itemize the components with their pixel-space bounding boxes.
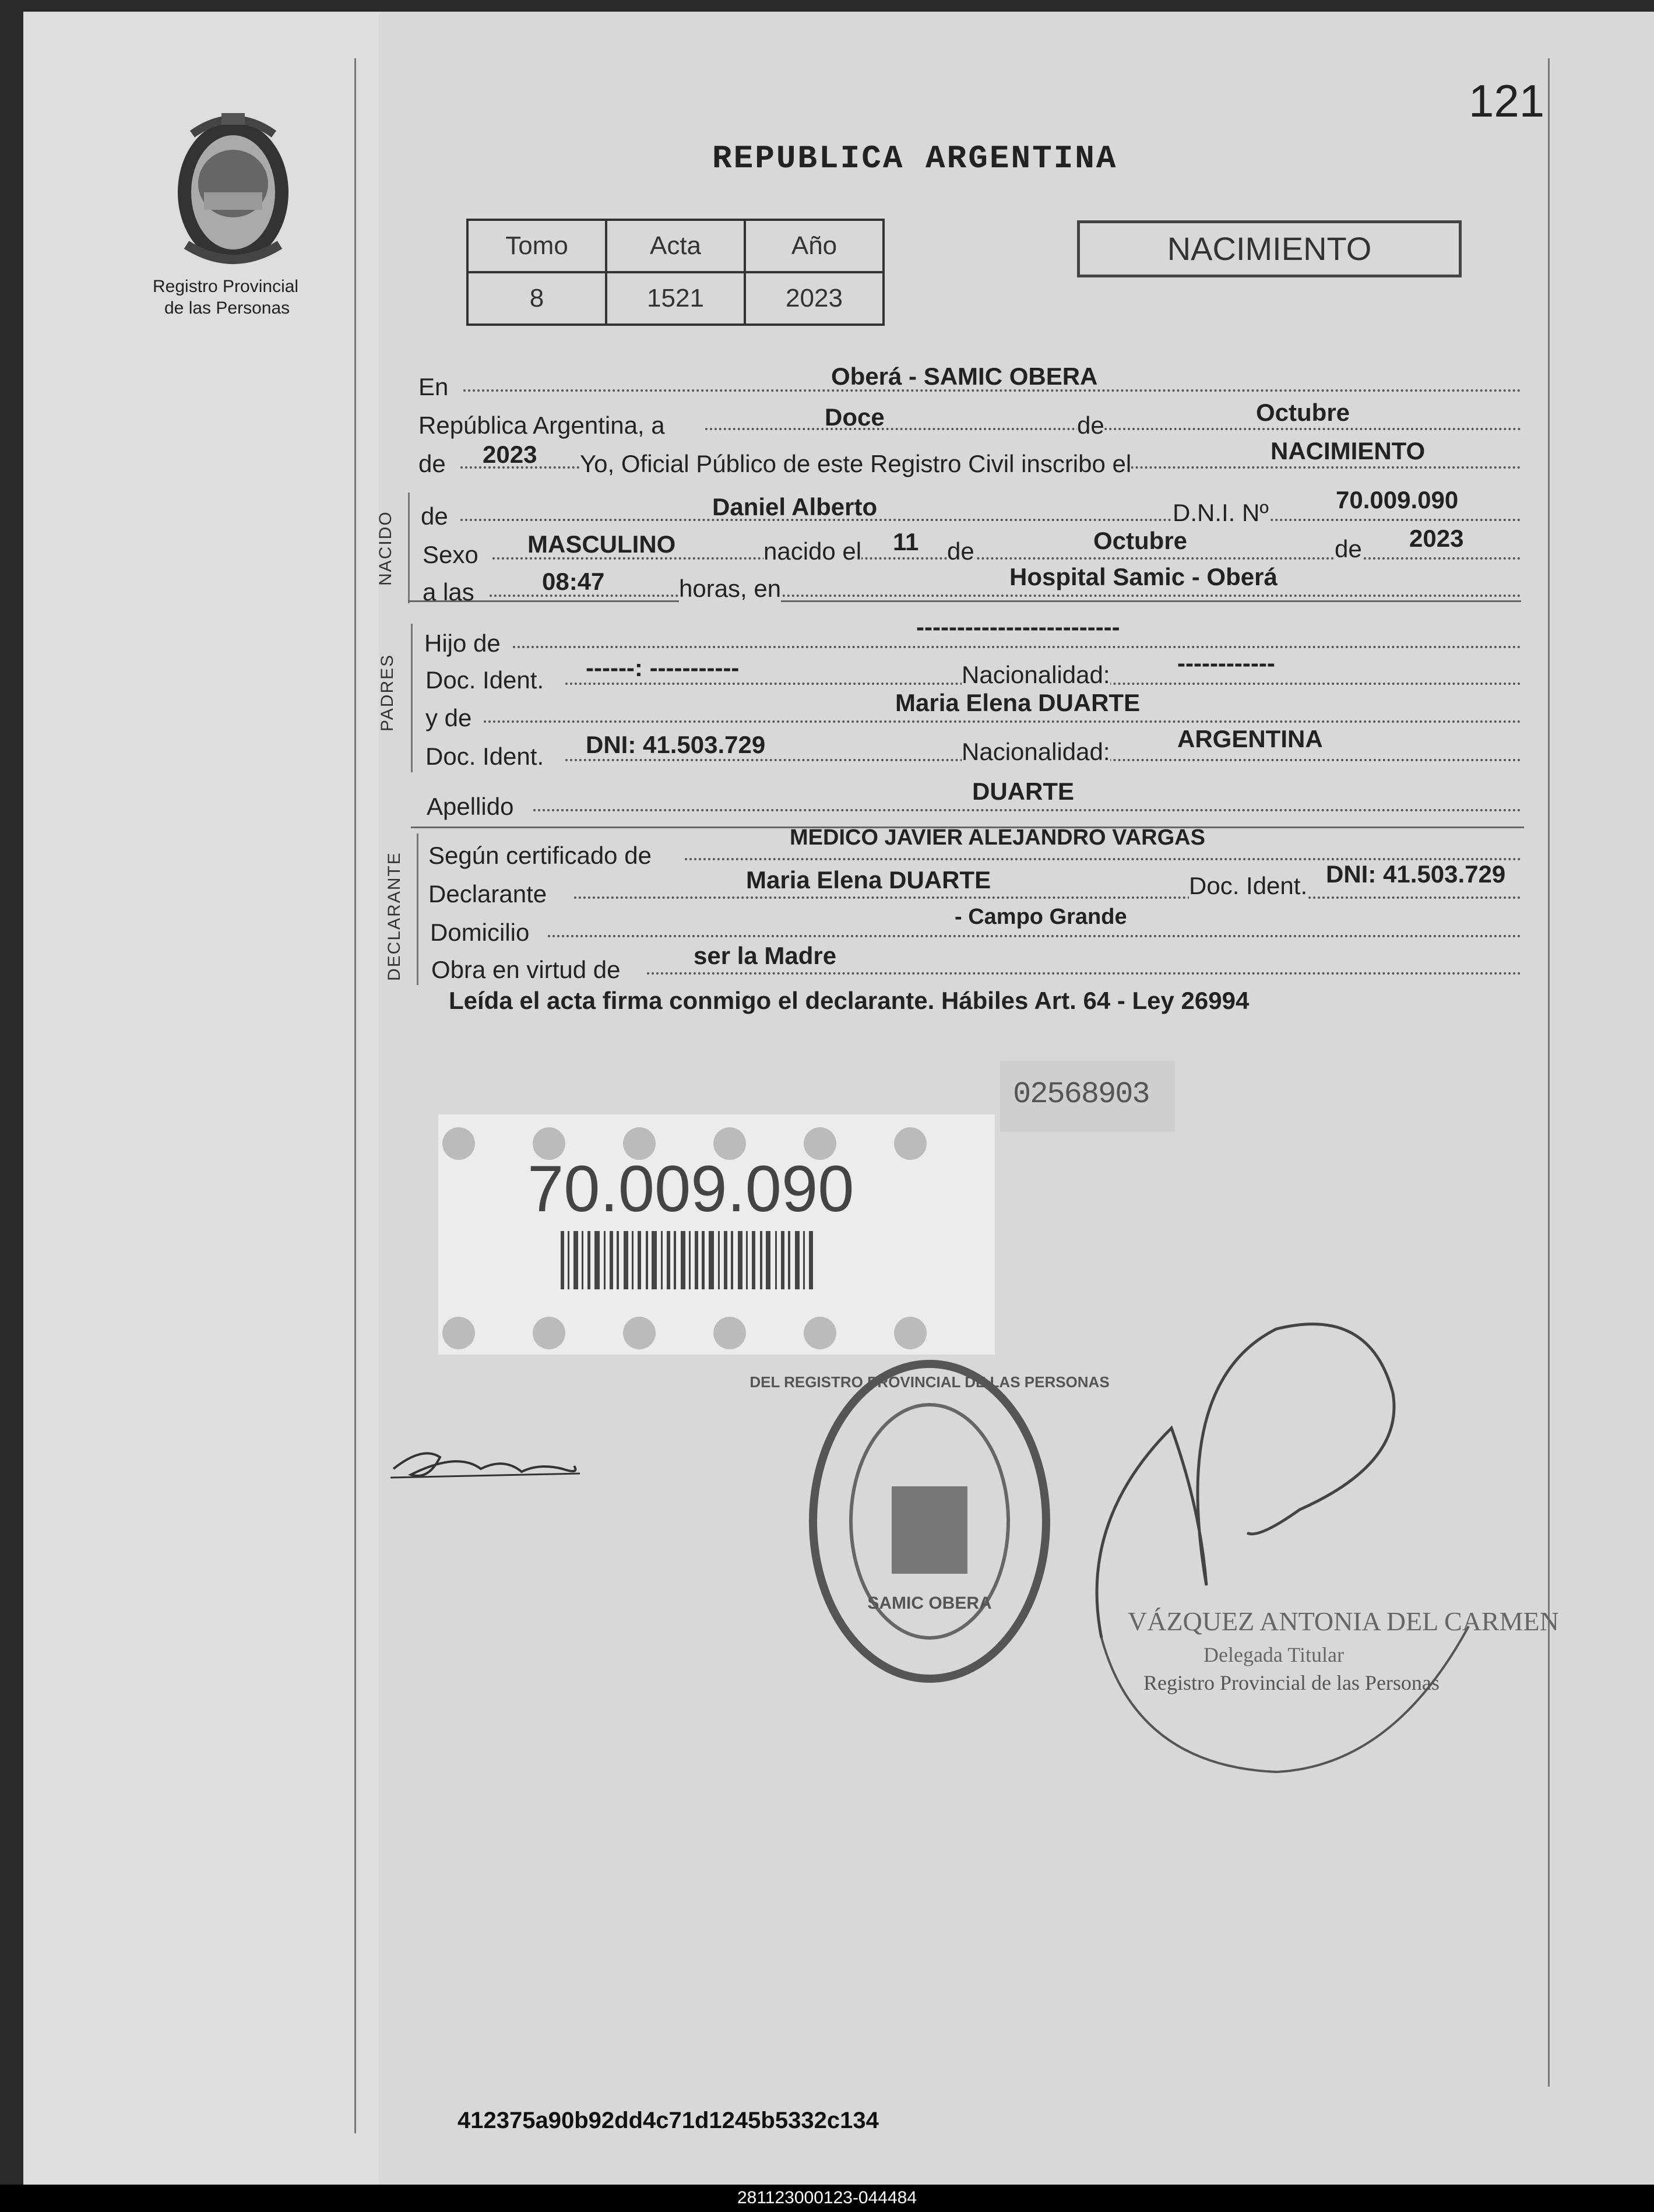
value-madre-nac: ARGENTINA [1177, 725, 1323, 752]
value-mes: Octubre [1256, 399, 1350, 426]
label-dni: D.N.I. Nº [1173, 499, 1269, 526]
dotted-line [548, 935, 1521, 937]
right-margin-line [1548, 58, 1550, 2087]
official-name: VÁZQUEZ ANTONIA DEL CARMEN [1128, 1606, 1559, 1636]
value-dia: Doce [825, 403, 885, 431]
divider-1 [408, 600, 1521, 602]
value-declarante: Maria Elena DUARTE [746, 866, 991, 894]
logo-caption-line1: Registro Provincial [153, 277, 299, 296]
value-nac-mes: Octubre [1093, 527, 1188, 554]
declarante-bracket [417, 834, 418, 985]
label-segun: Según certificado de [428, 842, 652, 869]
value-lugar-nac: Hospital Samic - Oberá [1009, 563, 1278, 590]
dotted-line [647, 972, 1521, 975]
anio-value: 2023 [745, 272, 884, 325]
value-obra: ser la Madre [694, 942, 837, 969]
tomo-value: 8 [467, 272, 606, 325]
signature-left [388, 1434, 586, 1498]
value-nac-anio: 2023 [1409, 525, 1464, 552]
label-domicilio: Domicilio [430, 919, 530, 946]
value-acto: NACIMIENTO [1271, 437, 1426, 465]
label-de-name: de [421, 502, 448, 530]
value-padre-nac: ------------ [1177, 649, 1275, 677]
section-declarante: DECLARANTE [385, 852, 404, 981]
label-hijo-de: Hijo de [424, 630, 501, 657]
padres-bracket [411, 624, 413, 772]
dotted-line [574, 896, 1521, 899]
signature-right [1067, 1311, 1486, 1784]
dotted-line [533, 809, 1521, 811]
label-nacionalidad: Nacionalidad: [962, 661, 1110, 688]
serial-stamp [1000, 1061, 1175, 1132]
label-declarante: Declarante [428, 880, 547, 908]
value-declarante-doc: DNI: 41.503.729 [1326, 860, 1506, 888]
seal-text-bottom: SAMIC OBERA [867, 1594, 992, 1613]
value-padre: ------------------------- [916, 613, 1120, 641]
label-a-las: a las [423, 578, 474, 606]
value-madre-doc: DNI: 41.503.729 [586, 731, 766, 758]
dotted-line [490, 595, 1521, 597]
label-doc-ident2: Doc. Ident. [425, 743, 544, 770]
footer-code: 281123000123-044484 [737, 2188, 917, 2207]
label-republica: República Argentina, a [418, 412, 665, 439]
value-nombre: Daniel Alberto [712, 493, 878, 521]
official-role: Delegada Titular [1203, 1643, 1344, 1666]
label-de-month: de [1077, 412, 1104, 439]
dotted-line [460, 519, 1521, 521]
section-nacido: NACIDO [376, 511, 395, 586]
official-seal [749, 1352, 1110, 1690]
label-nacionalidad2: Nacionalidad: [962, 738, 1110, 765]
anio-header: Año [745, 220, 884, 272]
page-margin [23, 12, 379, 2186]
doc-type-box: NACIMIENTO [1077, 220, 1462, 277]
acta-header: Acta [606, 220, 745, 272]
label-nacido-el: nacido el [763, 537, 862, 565]
section-padres: PADRES [378, 653, 397, 732]
nacido-bracket [408, 493, 410, 603]
value-certificado: MEDICO JAVIER ALEJANDRO VARGAS [790, 825, 1205, 850]
closing-statement: Leída el acta firma conmigo el declarante. Hábiles Art. 64 - Ley 26994 [449, 987, 1250, 1014]
official-office: Registro Provincial de las Personas [1143, 1671, 1440, 1694]
acta-value: 1521 [606, 272, 745, 325]
label-de-year: de [418, 450, 446, 477]
label-doc-ident: Doc. Ident. [425, 666, 544, 694]
document-hash: 412375a90b92dd4c71d1245b5332c134 [458, 2108, 879, 2133]
tomo-acta-anio-table [466, 219, 885, 326]
value-lugar: Oberá - SAMIC OBERA [831, 363, 1098, 390]
label-horas-en: horas, en [679, 575, 782, 602]
value-anio: 2023 [483, 441, 537, 468]
tomo-header: Tomo [467, 220, 606, 272]
footer-bar [0, 2185, 1654, 2212]
label-en: En [418, 373, 449, 400]
label-de-y: de [1335, 535, 1362, 562]
label-apellido: Apellido [427, 793, 514, 820]
page-number: 121 [1469, 75, 1545, 126]
value-madre: Maria Elena DUARTE [895, 689, 1141, 716]
label-de-m: de [947, 537, 974, 565]
left-margin-line [354, 58, 356, 2133]
label-y-de: y de [425, 704, 472, 732]
logo-caption-line2: de las Personas [164, 298, 290, 318]
label-doc-ident3: Doc. Ident. [1189, 872, 1308, 899]
document-title: REPUBLICA ARGENTINA [712, 140, 1118, 177]
barcode-label [438, 1114, 995, 1355]
document-page [23, 12, 1654, 2186]
seal-text-top: DEL REGISTRO PROVINCIAL DE LAS PERSONAS [749, 1373, 1110, 1391]
value-dni: 70.009.090 [1336, 486, 1459, 514]
label-sexo: Sexo [423, 541, 478, 568]
barcode-pattern [438, 1114, 995, 1355]
label-yo: Yo, Oficial Público de este Registro Civil inscribo el [580, 450, 1132, 477]
serial-number: 02568903 [1013, 1077, 1149, 1112]
value-hora: 08:47 [542, 568, 605, 595]
value-padre-doc: ------: ----------- [586, 654, 740, 681]
value-domicilio: - Campo Grande [955, 905, 1127, 929]
barcode-number: 70.009.090 [527, 1152, 854, 1225]
value-apellido: DUARTE [972, 778, 1074, 805]
dotted-line [484, 720, 1521, 723]
provincia-misiones-emblem [163, 111, 309, 274]
value-sexo: MASCULINO [527, 530, 676, 558]
label-obra: Obra en virtud de [431, 956, 621, 983]
value-nac-dia: 11 [893, 528, 919, 555]
dotted-line [513, 646, 1521, 648]
